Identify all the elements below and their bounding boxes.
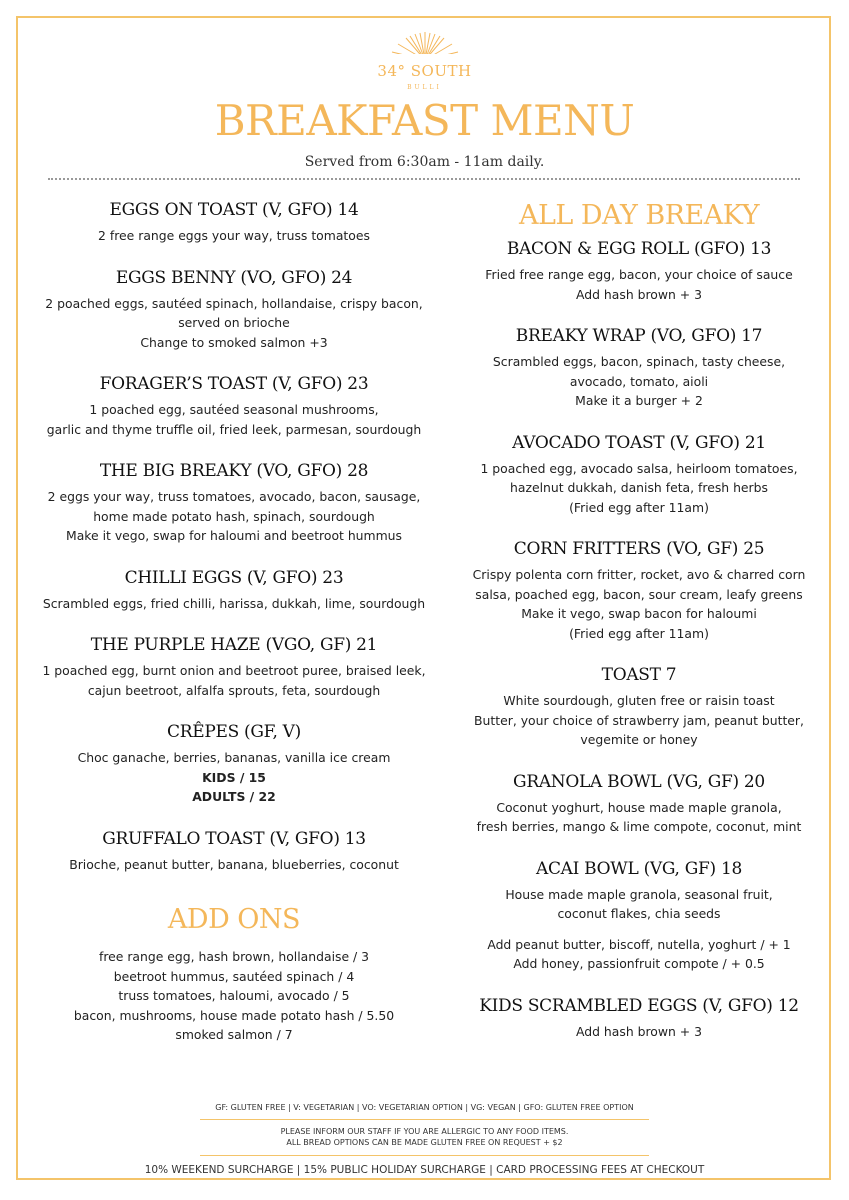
item-name: FORAGER’S TOAST (V, GFO) 23 bbox=[99, 374, 369, 394]
add-on-line: smoked salmon / 7 bbox=[175, 1027, 293, 1042]
item-description: home made potato hash, spinach, sourdough bbox=[93, 508, 375, 524]
menu-item-gruffalo-toast bbox=[22, 829, 446, 875]
item-description: 1 poached egg, avocado salsa, heirloom tomatoes, bbox=[480, 460, 798, 476]
dietary-legend: GF: GLUTEN FREE | V: VEGETARIAN | VO: VEGETARIAN OPTION | VG: VEGAN | GFO: GLUTEN FREE OPTION bbox=[215, 1103, 634, 1112]
item-name: AVOCADO TOAST (V, GFO) 21 bbox=[512, 432, 766, 453]
item-description: White sourdough, gluten free or raisin toast bbox=[503, 693, 775, 708]
item-note: (Fried egg after 11am) bbox=[569, 625, 709, 641]
right-column bbox=[446, 200, 832, 1063]
allergy-notice bbox=[0, 1126, 849, 1148]
menu-item-toast bbox=[446, 665, 832, 750]
item-description: coconut flakes, chia seeds bbox=[557, 906, 721, 921]
item-description: Choc ganache, berries, bananas, vanilla ice cream bbox=[77, 750, 391, 765]
item-description: salsa, poached egg, bacon, sour cream, leafy greens bbox=[475, 586, 803, 602]
item-description: hazelnut dukkah, danish feta, fresh herbs bbox=[510, 480, 768, 495]
item-name: BREAKY WRAP (VO, GFO) 17 bbox=[515, 326, 763, 346]
item-description: Scrambled eggs, bacon, spinach, tasty cheese, bbox=[492, 354, 786, 369]
item-name: GRUFFALO TOAST (V, GFO) 13 bbox=[102, 828, 366, 849]
all-day-breaky-heading: ALL DAY BREAKY bbox=[518, 200, 760, 231]
item-note: (Fried egg after 11am) bbox=[569, 499, 709, 515]
item-extra: Add honey, passionfruit compote / + 0.5 bbox=[513, 956, 765, 971]
menu-item-eggs-on-toast bbox=[22, 200, 446, 246]
item-description: garlic and thyme truffle oil, fried leek, parmesan, sourdough bbox=[46, 421, 422, 437]
item-name: EGGS BENNY (VO, GFO) 24 bbox=[115, 267, 353, 288]
item-description: cajun beetroot, alfalfa sprouts, feta, sourdough bbox=[87, 682, 381, 698]
item-name: CRÊPES (GF, V) bbox=[167, 722, 301, 742]
menu-item-eggs-benny bbox=[22, 268, 446, 353]
item-description: served on brioche bbox=[178, 315, 290, 330]
item-option: Make it vego, swap bacon for haloumi bbox=[521, 606, 757, 621]
menu-item-acai-bowl bbox=[446, 859, 832, 974]
menu-item-foragers-toast bbox=[22, 374, 446, 439]
brand-location: BULLI bbox=[407, 84, 442, 91]
item-description: Brioche, peanut butter, banana, blueberries, coconut bbox=[69, 856, 399, 872]
item-extra: Add peanut butter, biscoff, nutella, yoghurt / + 1 bbox=[487, 936, 791, 952]
add-on-line: free range egg, hash brown, hollandaise / 3 bbox=[98, 949, 370, 964]
item-description: Fried free range egg, bacon, your choice of sauce bbox=[485, 267, 793, 282]
adults-price: ADULTS / 22 bbox=[192, 789, 276, 804]
add-on-line: bacon, mushrooms, house made potato hash / 5.50 bbox=[73, 1007, 395, 1023]
dotted-divider bbox=[48, 178, 800, 180]
item-name: BACON & EGG ROLL (GFO) 13 bbox=[506, 239, 772, 259]
item-description: Coconut yoghurt, house made maple granola, bbox=[496, 799, 782, 815]
item-option: Add hash brown + 3 bbox=[575, 1023, 703, 1039]
menu-item-purple-haze bbox=[22, 635, 446, 700]
add-ons-heading: ADD ONS bbox=[167, 904, 301, 935]
item-name: CHILLI EGGS (V, GFO) 23 bbox=[124, 567, 344, 588]
serving-hours: Served from 6:30am - 11am daily. bbox=[304, 154, 545, 170]
add-on-line: truss tomatoes, haloumi, avocado / 5 bbox=[118, 988, 350, 1003]
item-name: GRANOLA BOWL (VG, GF) 20 bbox=[513, 771, 765, 792]
footer-divider bbox=[200, 1155, 649, 1156]
left-column bbox=[22, 200, 446, 1067]
item-description: 2 poached eggs, sautéed spinach, hollandaise, crispy bacon, bbox=[45, 295, 423, 311]
menu-item-breaky-wrap bbox=[446, 326, 832, 411]
item-option: Make it a burger + 2 bbox=[575, 393, 703, 408]
brand-name: 34° SOUTH bbox=[377, 62, 472, 80]
item-option: Change to smoked salmon +3 bbox=[140, 334, 328, 350]
item-description: Scrambled eggs, fried chilli, harissa, dukkah, lime, sourdough bbox=[42, 595, 426, 611]
kids-price: KIDS / 15 bbox=[202, 769, 266, 785]
menu-item-big-breaky bbox=[22, 461, 446, 546]
item-name: CORN FRITTERS (VO, GF) 25 bbox=[513, 539, 765, 559]
menu-item-bacon-egg-roll bbox=[446, 239, 832, 304]
menu-item-kids-scrambled-eggs bbox=[446, 996, 832, 1042]
item-name: TOAST 7 bbox=[601, 665, 677, 685]
menu-item-corn-fritters bbox=[446, 539, 832, 643]
item-option: Add hash brown + 3 bbox=[575, 286, 703, 302]
item-description: vegemite or honey bbox=[580, 732, 698, 747]
menu-item-crepes bbox=[22, 722, 446, 807]
item-description: 2 free range eggs your way, truss tomatoes bbox=[98, 228, 370, 243]
item-description: avocado, tomato, aioli bbox=[569, 373, 709, 389]
item-description: 1 poached egg, burnt onion and beetroot puree, braised leek, bbox=[42, 663, 426, 678]
item-description: fresh berries, mango & lime compote, coconut, mint bbox=[476, 819, 802, 834]
footer-divider bbox=[200, 1119, 649, 1120]
item-name: EGGS ON TOAST (V, GFO) 14 bbox=[109, 200, 359, 220]
menu-item-granola-bowl bbox=[446, 772, 832, 837]
page-title: BREAKFAST MENU bbox=[214, 96, 635, 145]
allergy-line: PLEASE INFORM OUR STAFF IF YOU ARE ALLERGIC TO ANY FOOD ITEMS. bbox=[280, 1127, 569, 1136]
item-name: ACAI BOWL (VG, GF) 18 bbox=[535, 858, 743, 879]
item-description: Butter, your choice of strawberry jam, peanut butter, bbox=[474, 712, 804, 728]
surcharge-notice: 10% WEEKEND SURCHARGE | 15% PUBLIC HOLIDAY SURCHARGE | CARD PROCESSING FEES AT CHECKOUT bbox=[144, 1164, 705, 1176]
item-description: 2 eggs your way, truss tomatoes, avocado, bacon, sausage, bbox=[47, 489, 421, 504]
item-name: THE BIG BREAKY (VO, GFO) 28 bbox=[99, 461, 369, 481]
bread-line: ALL BREAD OPTIONS CAN BE MADE GLUTEN FREE ON REQUEST + $2 bbox=[286, 1138, 563, 1147]
menu-item-avocado-toast bbox=[446, 433, 832, 518]
add-on-line: beetroot hummus, sautéed spinach / 4 bbox=[113, 968, 355, 984]
item-option: Make it vego, swap for haloumi and beetroot hummus bbox=[66, 528, 402, 543]
item-description: House made maple granola, seasonal fruit, bbox=[505, 886, 773, 902]
item-name: THE PURPLE HAZE (VGO, GF) 21 bbox=[90, 635, 378, 655]
item-description: 1 poached egg, sautéed seasonal mushrooms, bbox=[89, 402, 379, 417]
add-ons-section bbox=[22, 904, 446, 1045]
menu-item-chilli-eggs bbox=[22, 568, 446, 614]
item-name: KIDS SCRAMBLED EGGS (V, GFO) 12 bbox=[479, 995, 799, 1016]
item-description: Crispy polenta corn fritter, rocket, avo & charred corn bbox=[472, 567, 806, 582]
